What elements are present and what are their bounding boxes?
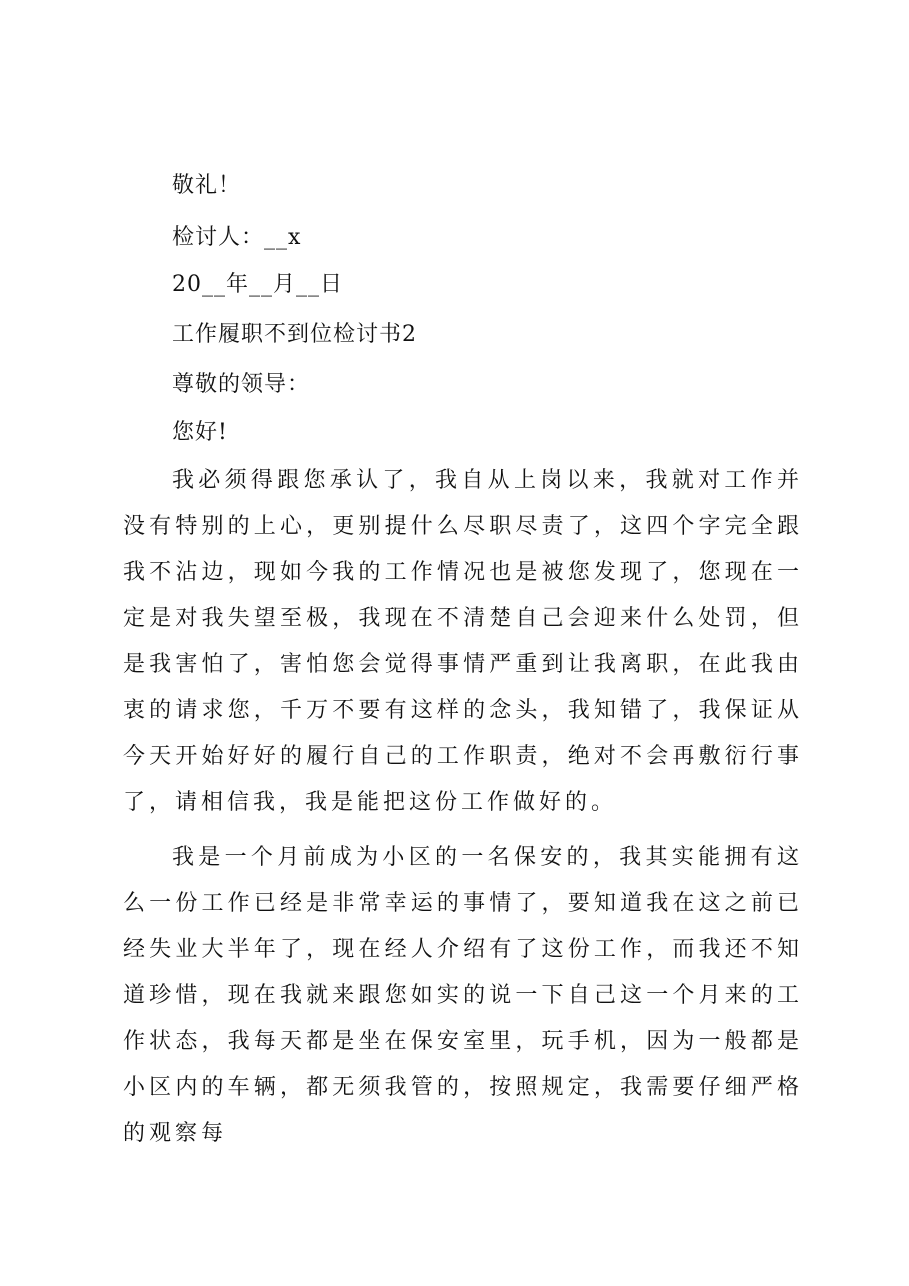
greeting-line: 您好!	[172, 420, 228, 445]
signature-line: 检讨人：__x	[172, 225, 302, 250]
salutation-line: 尊敬的领导：	[172, 372, 311, 397]
section-title: 工作履职不到位检讨书2	[172, 322, 417, 347]
closing-line: 敬礼！	[172, 173, 242, 198]
body-paragraph-2: 我是一个月前成为小区的一名保安的，我其实能拥有这么一份工作已经是非常幸运的事情了，要知道我在这之前已经失业大半年了，现在经人介绍有了这份工作，而我还不知道珍惜，现在我就来跟您如实的说一下自己这一个月来的工作状态，我每天都是坐在保安室里，玩手机，因为一般都是小区内的车辆，都无须我管的，按照规定，我需要仔细严格的观察每	[123, 845, 803, 1146]
body-paragraph-1: 我必须得跟您承认了，我自从上岗以来，我就对工作并没有特别的上心，更别提什么尽职尽责了，这四个字完全跟我不沾边，现如今我的工作情况也是被您发现了，您现在一定是对我失望至极，我现在不清楚自己会迎来什么处罚，但是我害怕了，害怕您会觉得事情严重到让我离职，在此我由衷的请求您，千万不要有这样的念头，我知错了，我保证从今天开始好好的履行自己的工作职责，绝对不会再敷衍行事了，请相信我，我是能把这份工作做好的。	[123, 468, 803, 815]
date-line: 20__年__月__日	[172, 272, 343, 297]
